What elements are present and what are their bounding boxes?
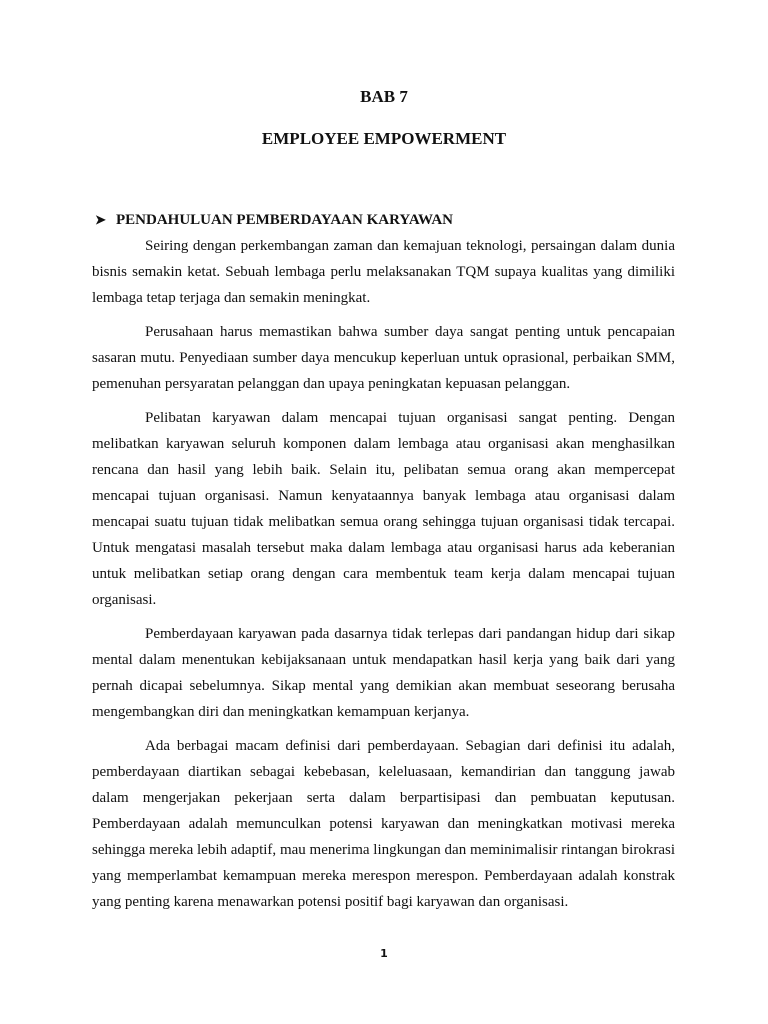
chapter-label: BAB 7 xyxy=(360,87,408,106)
paragraph: Perusahaan harus memastikan bahwa sumber daya sangat penting untuk pencapaian sasaran mutu. Penyediaan sumber daya mencukup keperluan untuk oprasional, perbaikan SMM, pemenuhan persyaratan pelanggan dan upaya peningkatan kepuasan pelanggan. xyxy=(92,324,675,392)
paragraph: Ada berbagai macam definisi dari pemberdayaan. Sebagian dari definisi itu adalah, pemberdayaan diartikan sebagai kebebasan, keleluasaan, kemandirian dan tanggung jawab dalam mengerjakan pekerjaan serta dalam berpartisipasi dan pembuatan keputusan. Pemberdayaan adalah memunculkan potensi karyawan dan meningkatkan motivasi mereka sehingga mereka lebih adaptif, mau menerima lingkungan dan meminimalisir rintangan birokrasi yang memperlambat kemampuan mereka merespon merespon. Pemberdayaan adalah konstrak yang penting karena menawarkan potensi positif bagi karyawan dan organisasi. xyxy=(92,738,675,910)
paragraph: Seiring dengan perkembangan zaman dan kemajuan teknologi, persaingan dalam dunia bisnis semakin ketat. Sebuah lembaga perlu melaksanakan TQM supaya kualitas yang dimiliki lembaga tetap terjaga dan semakin meningkat. xyxy=(92,238,675,306)
section-heading-text: PENDAHULUAN PEMBERDAYAAN KARYAWAN xyxy=(116,212,454,228)
section-heading xyxy=(95,210,685,230)
chapter-title: EMPLOYEE EMPOWERMENT xyxy=(261,129,507,148)
paragraph: Pelibatan karyawan dalam mencapai tujuan organisasi sangat penting. Dengan melibatkan karyawan seluruh komponen dalam lembaga atau organisasi akan menghasilkan rencana dan hasil yang lebih baik. Selain itu, pelibatan semua orang akan mempercepat mencapai tujuan organisasi. Namun kenyataannya banyak lembaga atau organisasi dalam mencapai suatu tujuan tidak melibatkan semua orang sehingga tujuan organisasi tidak tercapai. Untuk mengatasi masalah tersebut maka dalam lembaga atau organisasi harus ada keberanian untuk melibatkan setiap orang dengan cara membentuk team kerja dalam mencapai tujuan organisasi. xyxy=(92,410,675,608)
arrow-bullet-icon: ➤ xyxy=(95,212,106,227)
paragraph: Pemberdayaan karyawan pada dasarnya tidak terlepas dari pandangan hidup dari sikap mental dalam menentukan kebijaksanaan untuk mendapatkan hasil kerja yang baik dari yang pernah dicapai sebelumnya. Sikap mental yang demikian akan membuat seseorang berusaha mengembangkan diri dan meningkatkan kemampuan kerjanya. xyxy=(92,626,675,720)
body-text xyxy=(92,233,675,923)
page-number: 1 xyxy=(380,947,388,960)
